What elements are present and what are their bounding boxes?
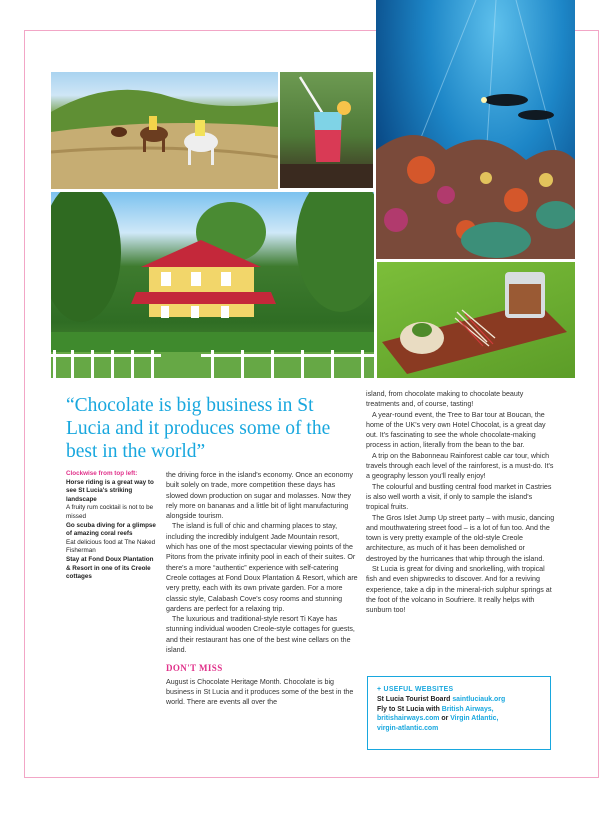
scuba-diving-photo xyxy=(376,0,575,259)
plantation-house-photo xyxy=(51,192,374,378)
body-paragraph: The luxurious and traditional-style resort Ti Kaye has stunning individual wooden Creole-style cottages for guests, and their restaurant has one of the best wine cellars on the island. xyxy=(166,615,355,655)
body-paragraph: A year-round event, the Tree to Bar tour at Boucan, the home of the UK's very own Hotel Chocolat, is a great day out. It's fascinating to see the whole chocolate-making process in action, literally from the bean to the bar. xyxy=(366,410,546,450)
body-paragraph: The colourful and bustling central food market in Castries is also well worth a visit, if only to sample the island's tropical fruits. xyxy=(366,482,552,512)
caption-item: Horse riding is a great way to see St Lucia's striking landscape xyxy=(66,478,154,503)
tourist-board-label: St Lucia Tourist Board xyxy=(377,695,451,703)
virgin-atlantic-url-link[interactable]: virgin-atlantic.com xyxy=(377,725,439,733)
body-paragraph: the driving force in the island's economy. Once an economy built solely on trade, more competition these days has slowed down production on sugar and molasses. Now they rely more on bananas and a little bit of light manufacturing alongside tourism. xyxy=(166,471,353,521)
article-column-1 xyxy=(166,470,358,708)
caption-item: Stay at Fond Doux Plantation & Resort in one of its Creole cottages xyxy=(66,555,154,581)
useful-websites-box: + USEFUL WEBSITES St Lucia Tourist Board saintluciauk.org Fly to St Lucia with British Airways, britishairways.com or Virgin Atlantic, virgin-atlantic.com xyxy=(367,676,551,750)
useful-websites-heading: + USEFUL WEBSITES xyxy=(377,686,454,693)
caption-item: Go scuba diving for a glimpse of amazing coral reefs xyxy=(66,521,156,538)
tourist-board-link[interactable]: saintluciauk.org xyxy=(452,695,506,703)
dont-miss-text: August is Chocolate Heritage Month. Chocolate is big business in St Lucia and it produces some of the best in the world. There are events all over the xyxy=(166,677,354,707)
dont-miss-heading: DON'T MISS xyxy=(166,663,223,674)
photo-caption xyxy=(66,470,158,582)
or-text: or xyxy=(441,715,449,723)
caption-heading: Clockwise from top left: xyxy=(66,470,138,477)
body-paragraph: St Lucia is great for diving and snorkelling, with tropical fish and even shipwrecks to discover. And for a reviving experience, take a dip in the mineral-rich sulphur springs at the foot of the volcano in Soufriere. It really helps with sunburn too! xyxy=(366,565,552,615)
caption-item: Eat delicious food at The Naked Fisherman xyxy=(66,538,156,555)
body-paragraph: The island is full of chic and charming places to stay, including the incredibly indulgent Jade Mountain resort, which has one of the most spectacular viewing points of the Pitons from the private infinity pool in each of their suites. Or there's a more “authentic” experience with self-catering Creole cottages at Fond Doux Plantation & Resort, which are very pretty, each with its own private garden. For a more classic style, Calabash Cove's cosy rooms and stunning gardens are perfect for a relaxing trip. xyxy=(166,522,358,613)
fly-label: Fly to St Lucia with xyxy=(377,705,440,713)
article-column-2 xyxy=(366,389,556,616)
body-paragraph: A trip on the Babonneau Rainforest cable car tour, which travels through each level of the rainforest, is a must-do. It's a geography lesson you'll really enjoy! xyxy=(366,451,554,481)
body-paragraph: island, from chocolate making to chocolate beauty treatments and, of course, tasting! xyxy=(366,390,524,409)
caption-item: A fruity rum cocktail is not to be missed xyxy=(66,504,154,520)
virgin-atlantic-link[interactable]: Virgin Atlantic xyxy=(450,715,497,723)
food-platter-photo xyxy=(377,262,575,378)
british-airways-link[interactable]: British Airways xyxy=(441,705,492,713)
horse-riding-photo xyxy=(51,72,278,189)
pull-quote: “Chocolate is big business in St Lucia and it produces some of the best in the world” xyxy=(66,395,331,462)
body-paragraph: The Gros Islet Jump Up street party – with music, dancing and mouthwatering street food – is a lot of fun too. And the town is very pretty example of the old-style Creole architecture, as much of it has been demolished or destroyed by the hurricanes that whip through the island. xyxy=(366,513,555,563)
rum-cocktail-photo xyxy=(280,72,373,188)
british-airways-url-link[interactable]: britishairways.com xyxy=(377,715,440,723)
